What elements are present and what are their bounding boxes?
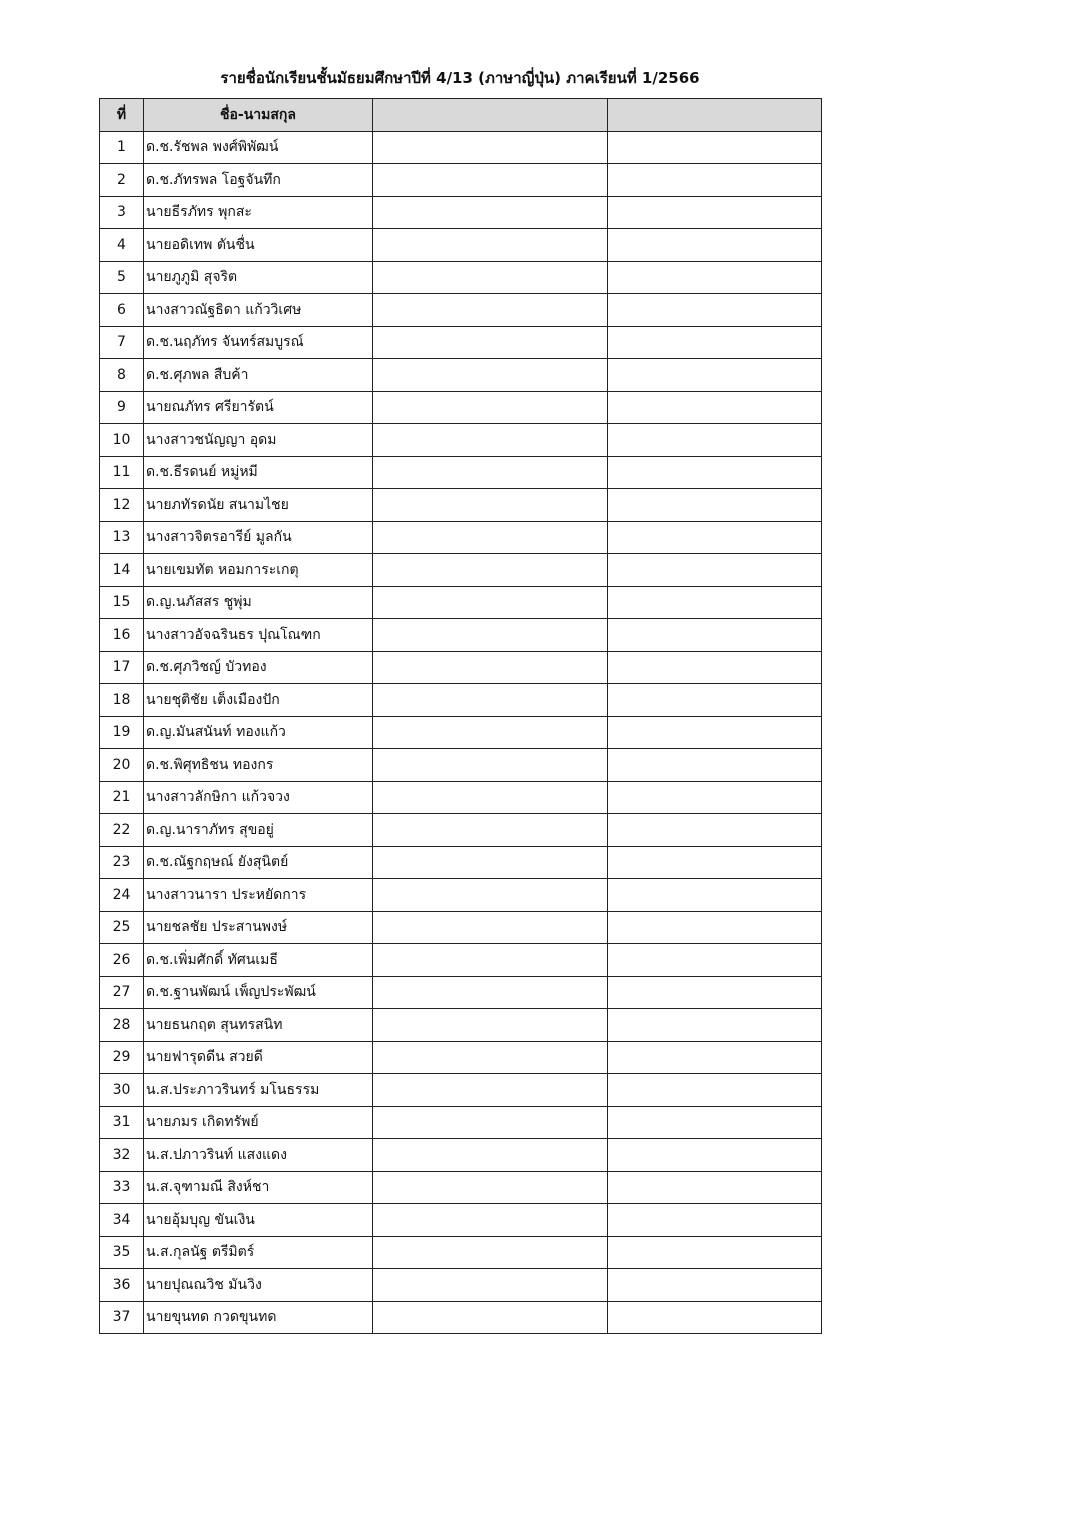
table-row bbox=[100, 229, 822, 262]
table-row bbox=[100, 879, 822, 912]
table-row bbox=[100, 196, 822, 229]
page-title: รายชื่อนักเรียนชั้นมัธยมศึกษาปีที่ 4/13 (ภาษาญี่ปุ่น) ภาคเรียนที่ 1/2566 bbox=[220, 69, 700, 87]
table-row bbox=[100, 1236, 822, 1269]
blank-cell-2 bbox=[608, 586, 822, 619]
table-row bbox=[100, 131, 822, 164]
table-row bbox=[100, 326, 822, 359]
student-name-cell: นายขุนทด กวดขุนทด bbox=[144, 1301, 373, 1334]
blank-cell-2 bbox=[608, 294, 822, 327]
blank-cell-2 bbox=[608, 326, 822, 359]
row-number-cell: 13 bbox=[100, 521, 144, 554]
blank-cell-2 bbox=[608, 489, 822, 522]
table-row bbox=[100, 1139, 822, 1172]
blank-cell-2 bbox=[608, 749, 822, 782]
blank-cell-2 bbox=[608, 846, 822, 879]
student-name-cell: นายอดิเทพ ตันชื่น bbox=[144, 229, 373, 262]
student-name-cell: ด.ญ.นาราภัทร สุขอยู่ bbox=[144, 814, 373, 847]
blank-cell-1 bbox=[373, 1139, 608, 1172]
table-row bbox=[100, 1269, 822, 1302]
blank-cell-1 bbox=[373, 554, 608, 587]
student-name-cell: นางสาวณัฐธิดา แก้ววิเศษ bbox=[144, 294, 373, 327]
student-name-cell: นายอุ้มบุญ ขันเงิน bbox=[144, 1204, 373, 1237]
blank-cell-1 bbox=[373, 781, 608, 814]
blank-cell-2 bbox=[608, 814, 822, 847]
blank-cell-2 bbox=[608, 1204, 822, 1237]
row-number-cell: 6 bbox=[100, 294, 144, 327]
blank-cell-1 bbox=[373, 911, 608, 944]
student-name-cell: ด.ช.ภัทรพล โอฐจันทึก bbox=[144, 164, 373, 197]
table-body bbox=[100, 131, 822, 1334]
table-row bbox=[100, 1106, 822, 1139]
blank-cell-1 bbox=[373, 1269, 608, 1302]
row-number-cell: 29 bbox=[100, 1041, 144, 1074]
table-row bbox=[100, 944, 822, 977]
student-name-cell: นางสาวนารา ประหยัดการ bbox=[144, 879, 373, 912]
blank-cell-1 bbox=[373, 1106, 608, 1139]
blank-cell-1 bbox=[373, 424, 608, 457]
blank-cell-1 bbox=[373, 229, 608, 262]
row-number-cell: 15 bbox=[100, 586, 144, 619]
row-number-cell: 5 bbox=[100, 261, 144, 294]
blank-cell-1 bbox=[373, 944, 608, 977]
blank-cell-1 bbox=[373, 1009, 608, 1042]
blank-cell-2 bbox=[608, 196, 822, 229]
student-name-cell: ด.ช.พิศุทธิชน ทองกร bbox=[144, 749, 373, 782]
blank-cell-2 bbox=[608, 229, 822, 262]
table-row bbox=[100, 294, 822, 327]
table-row bbox=[100, 976, 822, 1009]
blank-cell-1 bbox=[373, 196, 608, 229]
blank-cell-1 bbox=[373, 846, 608, 879]
blank-cell-2 bbox=[608, 1269, 822, 1302]
blank-cell-2 bbox=[608, 651, 822, 684]
table-row bbox=[100, 521, 822, 554]
row-number-cell: 26 bbox=[100, 944, 144, 977]
blank-cell-2 bbox=[608, 131, 822, 164]
table-row bbox=[100, 554, 822, 587]
table-row bbox=[100, 846, 822, 879]
blank-cell-1 bbox=[373, 131, 608, 164]
student-name-cell: ด.ช.ศุภพล สืบค้า bbox=[144, 359, 373, 392]
blank-cell-1 bbox=[373, 879, 608, 912]
student-name-cell: น.ส.กุลนัฐ ตรีมิตร์ bbox=[144, 1236, 373, 1269]
column-header-blank-2 bbox=[608, 99, 822, 132]
blank-cell-2 bbox=[608, 716, 822, 749]
blank-cell-2 bbox=[608, 684, 822, 717]
column-header-number: ที่ bbox=[100, 99, 144, 132]
blank-cell-1 bbox=[373, 261, 608, 294]
row-number-cell: 22 bbox=[100, 814, 144, 847]
row-number-cell: 34 bbox=[100, 1204, 144, 1237]
student-name-cell: นายปุณณวิช มันวิง bbox=[144, 1269, 373, 1302]
blank-cell-1 bbox=[373, 716, 608, 749]
row-number-cell: 7 bbox=[100, 326, 144, 359]
blank-cell-1 bbox=[373, 586, 608, 619]
blank-cell-2 bbox=[608, 456, 822, 489]
row-number-cell: 32 bbox=[100, 1139, 144, 1172]
student-name-cell: นางสาวลักษิกา แก้วจวง bbox=[144, 781, 373, 814]
row-number-cell: 28 bbox=[100, 1009, 144, 1042]
blank-cell-1 bbox=[373, 976, 608, 1009]
blank-cell-2 bbox=[608, 1106, 822, 1139]
row-number-cell: 30 bbox=[100, 1074, 144, 1107]
blank-cell-1 bbox=[373, 456, 608, 489]
table-row bbox=[100, 261, 822, 294]
table-header-row bbox=[100, 99, 822, 132]
blank-cell-1 bbox=[373, 294, 608, 327]
student-name-cell: ด.ญ.มันสนันท์ ทองแก้ว bbox=[144, 716, 373, 749]
student-name-cell: นางสาวอัจฉรินธร ปุณโณฑก bbox=[144, 619, 373, 652]
blank-cell-1 bbox=[373, 619, 608, 652]
blank-cell-1 bbox=[373, 391, 608, 424]
blank-cell-2 bbox=[608, 1301, 822, 1334]
student-name-cell: ด.ช.ณัฐกฤษณ์ ยังสุนิตย์ bbox=[144, 846, 373, 879]
row-number-cell: 35 bbox=[100, 1236, 144, 1269]
row-number-cell: 25 bbox=[100, 911, 144, 944]
blank-cell-1 bbox=[373, 1301, 608, 1334]
blank-cell-2 bbox=[608, 1041, 822, 1074]
student-name-cell: น.ส.ปภาวรินท์ แสงแดง bbox=[144, 1139, 373, 1172]
table-row bbox=[100, 781, 822, 814]
blank-cell-2 bbox=[608, 424, 822, 457]
student-name-cell: ด.ช.ฐานพัฒน์ เพ็ญประพัฒน์ bbox=[144, 976, 373, 1009]
blank-cell-1 bbox=[373, 749, 608, 782]
row-number-cell: 24 bbox=[100, 879, 144, 912]
row-number-cell: 11 bbox=[100, 456, 144, 489]
blank-cell-2 bbox=[608, 1139, 822, 1172]
student-name-cell: นายฟารุดดีน สวยดี bbox=[144, 1041, 373, 1074]
table-row bbox=[100, 1041, 822, 1074]
blank-cell-2 bbox=[608, 1074, 822, 1107]
student-name-cell: ด.ช.รัชพล พงศ์พิพัฒน์ bbox=[144, 131, 373, 164]
row-number-cell: 4 bbox=[100, 229, 144, 262]
student-name-cell: นายภมร เกิดทรัพย์ bbox=[144, 1106, 373, 1139]
blank-cell-2 bbox=[608, 879, 822, 912]
student-name-cell: นายภูภูมิ สุจริต bbox=[144, 261, 373, 294]
table-row bbox=[100, 684, 822, 717]
blank-cell-1 bbox=[373, 326, 608, 359]
blank-cell-2 bbox=[608, 1236, 822, 1269]
blank-cell-1 bbox=[373, 1204, 608, 1237]
student-name-cell: ด.ญ.นภัสสร ชูพุ่ม bbox=[144, 586, 373, 619]
column-header-name: ชื่อ-นามสกุล bbox=[144, 99, 373, 132]
row-number-cell: 27 bbox=[100, 976, 144, 1009]
blank-cell-1 bbox=[373, 1074, 608, 1107]
student-name-cell: นายชุติชัย เต็งเมืองปัก bbox=[144, 684, 373, 717]
blank-cell-1 bbox=[373, 684, 608, 717]
student-name-cell: นายเขมทัต หอมการะเกตุ bbox=[144, 554, 373, 587]
student-name-cell: ด.ช.ศุภวิชญ์ บัวทอง bbox=[144, 651, 373, 684]
blank-cell-2 bbox=[608, 944, 822, 977]
blank-cell-2 bbox=[608, 1009, 822, 1042]
student-name-cell: น.ส.ประภาวรินทร์ มโนธรรม bbox=[144, 1074, 373, 1107]
table-row bbox=[100, 164, 822, 197]
table-row bbox=[100, 1171, 822, 1204]
row-number-cell: 36 bbox=[100, 1269, 144, 1302]
student-name-cell: นายธนกฤต สุนทรสนิท bbox=[144, 1009, 373, 1042]
blank-cell-1 bbox=[373, 489, 608, 522]
blank-cell-2 bbox=[608, 391, 822, 424]
row-number-cell: 14 bbox=[100, 554, 144, 587]
table-row bbox=[100, 716, 822, 749]
table-row bbox=[100, 1009, 822, 1042]
row-number-cell: 12 bbox=[100, 489, 144, 522]
student-name-cell: ด.ช.นฤภัทร จันทร์สมบูรณ์ bbox=[144, 326, 373, 359]
blank-cell-2 bbox=[608, 1171, 822, 1204]
table-row bbox=[100, 1204, 822, 1237]
row-number-cell: 23 bbox=[100, 846, 144, 879]
student-name-cell: นายธีรภัทร พุกสะ bbox=[144, 196, 373, 229]
student-name-cell: นายณภัทร ศรียารัตน์ bbox=[144, 391, 373, 424]
table-row bbox=[100, 749, 822, 782]
student-name-cell: นายภทัรดนัย สนามไชย bbox=[144, 489, 373, 522]
blank-cell-2 bbox=[608, 781, 822, 814]
table-row bbox=[100, 489, 822, 522]
row-number-cell: 10 bbox=[100, 424, 144, 457]
table-row bbox=[100, 911, 822, 944]
blank-cell-2 bbox=[608, 976, 822, 1009]
student-name-cell: นางสาวชนัญญา อุดม bbox=[144, 424, 373, 457]
student-name-cell: นายชลชัย ประสานพงษ์ bbox=[144, 911, 373, 944]
row-number-cell: 19 bbox=[100, 716, 144, 749]
row-number-cell: 20 bbox=[100, 749, 144, 782]
row-number-cell: 18 bbox=[100, 684, 144, 717]
blank-cell-1 bbox=[373, 359, 608, 392]
blank-cell-1 bbox=[373, 164, 608, 197]
student-name-cell: น.ส.จุฑามณี สิงห์ชา bbox=[144, 1171, 373, 1204]
table-row bbox=[100, 359, 822, 392]
table-row bbox=[100, 1074, 822, 1107]
student-name-cell: ด.ช.เพิ่มศักดิ์ ทัศนเมธี bbox=[144, 944, 373, 977]
row-number-cell: 2 bbox=[100, 164, 144, 197]
row-number-cell: 1 bbox=[100, 131, 144, 164]
table-row bbox=[100, 391, 822, 424]
row-number-cell: 16 bbox=[100, 619, 144, 652]
blank-cell-1 bbox=[373, 521, 608, 554]
blank-cell-2 bbox=[608, 554, 822, 587]
student-roster-table bbox=[99, 98, 822, 1334]
blank-cell-2 bbox=[608, 359, 822, 392]
blank-cell-2 bbox=[608, 261, 822, 294]
table-row bbox=[100, 651, 822, 684]
student-name-cell: นางสาวจิตรอารีย์ มูลกัน bbox=[144, 521, 373, 554]
row-number-cell: 9 bbox=[100, 391, 144, 424]
blank-cell-1 bbox=[373, 1041, 608, 1074]
row-number-cell: 31 bbox=[100, 1106, 144, 1139]
table-row bbox=[100, 586, 822, 619]
column-header-blank-1 bbox=[373, 99, 608, 132]
row-number-cell: 3 bbox=[100, 196, 144, 229]
blank-cell-1 bbox=[373, 1171, 608, 1204]
blank-cell-1 bbox=[373, 1236, 608, 1269]
table-row bbox=[100, 456, 822, 489]
student-name-cell: ด.ช.ธีรดนย์ หมู่หมี bbox=[144, 456, 373, 489]
row-number-cell: 17 bbox=[100, 651, 144, 684]
row-number-cell: 21 bbox=[100, 781, 144, 814]
blank-cell-2 bbox=[608, 911, 822, 944]
table-row bbox=[100, 619, 822, 652]
blank-cell-2 bbox=[608, 164, 822, 197]
blank-cell-1 bbox=[373, 814, 608, 847]
row-number-cell: 8 bbox=[100, 359, 144, 392]
row-number-cell: 33 bbox=[100, 1171, 144, 1204]
blank-cell-2 bbox=[608, 619, 822, 652]
table-row bbox=[100, 814, 822, 847]
blank-cell-2 bbox=[608, 521, 822, 554]
blank-cell-1 bbox=[373, 651, 608, 684]
row-number-cell: 37 bbox=[100, 1301, 144, 1334]
table-row bbox=[100, 1301, 822, 1334]
table-row bbox=[100, 424, 822, 457]
